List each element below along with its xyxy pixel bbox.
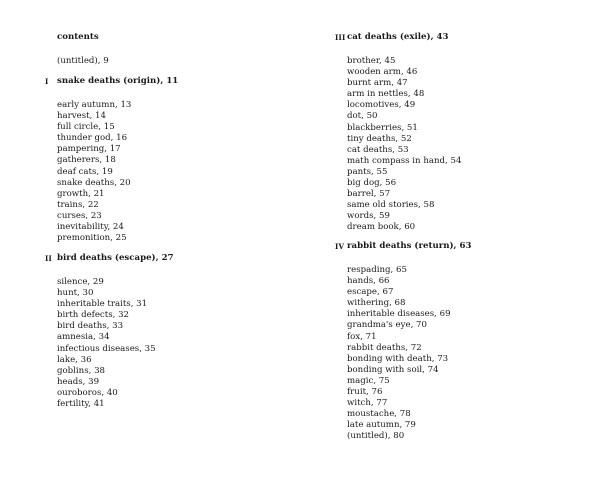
section-3 <box>335 32 461 234</box>
toc-entry: early autumn, 13 <box>57 100 132 110</box>
toc-entry: birth defects, 32 <box>57 310 130 321</box>
toc-entry: arm in nettles, 48 <box>347 89 425 100</box>
toc-entry: words, 59 <box>347 211 390 222</box>
toc-entry: hunt, 30 <box>57 288 94 299</box>
toc-entry: harvest, 14 <box>57 111 106 122</box>
toc-entry-untitled: (untitled), 9 <box>57 56 109 66</box>
toc-entry: fox, 71 <box>347 331 377 342</box>
toc-entry: (untitled), 80 <box>347 431 405 442</box>
toc-entry: moustache, 78 <box>347 409 411 420</box>
section-heading <box>335 32 461 43</box>
toc-entry: ouroboros, 40 <box>57 387 118 398</box>
toc-entry: gatherers, 18 <box>57 155 116 166</box>
toc-entry: bonding with soil, 74 <box>347 364 439 375</box>
section-numeral: II <box>45 254 52 263</box>
toc-entry: premonition, 25 <box>57 233 127 244</box>
toc-entry: witch, 77 <box>347 398 388 409</box>
section-title: rabbit deaths (return), 63 <box>347 241 472 251</box>
section-numeral: I <box>45 77 49 86</box>
toc-entry: heads, 39 <box>57 376 100 387</box>
section-heading <box>45 76 179 87</box>
toc-entry: big dog, 56 <box>347 178 397 189</box>
toc-entry: locomotives, 49 <box>347 100 416 111</box>
section-numeral: III <box>335 33 346 42</box>
toc-entry: dream book, 60 <box>347 222 416 233</box>
section-title: cat deaths (exile), 43 <box>347 32 449 42</box>
section-4 <box>335 241 472 443</box>
toc-entry: same old stories, 58 <box>347 200 435 211</box>
section-title: snake deaths (origin), 11 <box>57 76 179 86</box>
section-1 <box>45 76 179 244</box>
toc-entry: full circle, 15 <box>57 122 115 133</box>
toc-entry: blackberries, 51 <box>347 122 418 133</box>
toc-entry: trains, 22 <box>57 199 99 210</box>
toc-entry: burnt arm, 47 <box>347 78 408 89</box>
toc-entry: lake, 36 <box>57 354 92 365</box>
toc-entry: goblins, 38 <box>57 365 106 376</box>
toc-entry: late autumn, 79 <box>347 420 416 431</box>
toc-entry: dot, 50 <box>347 111 378 122</box>
toc-entry: silence, 29 <box>57 277 104 287</box>
page-title: contents <box>57 32 99 42</box>
toc-entry: wooden arm, 46 <box>347 67 418 78</box>
toc-entry: tiny deaths, 52 <box>347 133 412 144</box>
toc-entry: inheritable traits, 31 <box>57 299 148 310</box>
section-heading <box>45 253 174 264</box>
section-items <box>347 265 451 443</box>
toc-entry: withering, 68 <box>347 298 406 309</box>
toc-entry: rabbit deaths, 72 <box>347 342 422 353</box>
section-heading <box>335 241 472 252</box>
toc-entry: escape, 67 <box>347 287 394 298</box>
toc-entry: snake deaths, 20 <box>57 177 131 188</box>
toc-entry: pampering, 17 <box>57 144 121 155</box>
toc-entry: inevitability, 24 <box>57 222 124 233</box>
toc-entry: bird deaths, 33 <box>57 321 124 332</box>
toc-entry: grandma's eye, 70 <box>347 320 427 331</box>
toc-entry: thunder god, 16 <box>57 133 128 144</box>
section-items <box>347 56 461 234</box>
toc-entry: barrel, 57 <box>347 189 391 200</box>
section-2 <box>45 253 174 410</box>
toc-entry: brother, 45 <box>347 56 396 66</box>
section-title: bird deaths (escape), 27 <box>57 253 174 263</box>
toc-entry: hands, 66 <box>347 276 390 287</box>
toc-entry: bonding with death, 73 <box>347 353 449 364</box>
toc-entry: infectious diseases, 35 <box>57 343 156 354</box>
toc-entry: amnesia, 34 <box>57 332 110 343</box>
toc-entry: magic, 75 <box>347 375 390 386</box>
toc-entry: curses, 23 <box>57 210 102 221</box>
section-items <box>57 100 131 244</box>
toc-entry: fertility, 41 <box>57 399 105 410</box>
toc-entry: respading, 65 <box>347 265 407 275</box>
toc-entry: inheritable diseases, 69 <box>347 309 451 320</box>
section-items <box>57 277 156 410</box>
toc-entry: fruit, 76 <box>347 387 383 398</box>
toc-entry: deaf cats, 19 <box>57 166 113 177</box>
toc-entry: math compass in hand, 54 <box>347 155 462 166</box>
toc-entry: growth, 21 <box>57 188 105 199</box>
toc-entry: cat deaths, 53 <box>347 144 409 155</box>
toc-entry: pants, 55 <box>347 166 388 177</box>
section-numeral: IV <box>335 242 345 251</box>
